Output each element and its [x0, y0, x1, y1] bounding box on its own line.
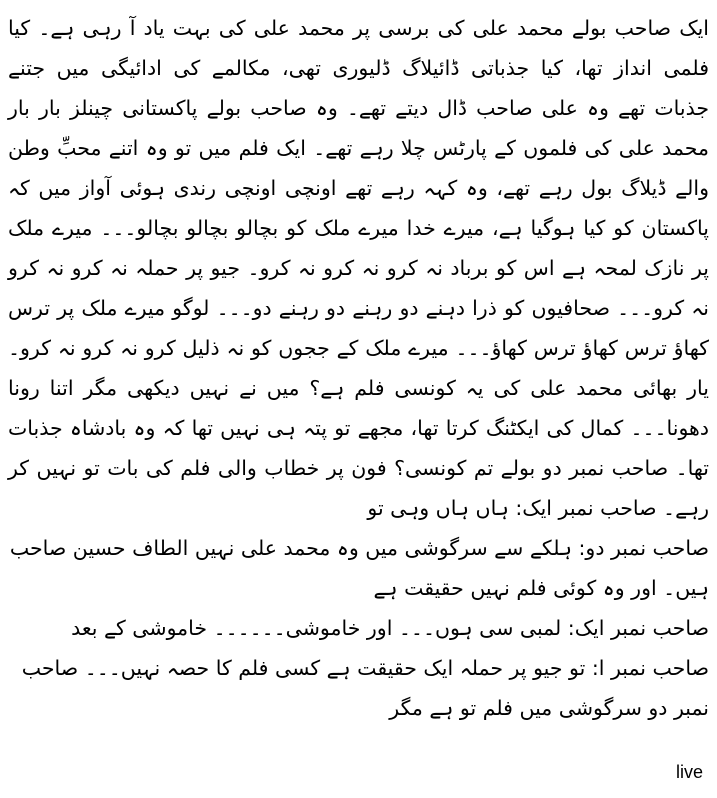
paragraph-speaker-two: صاحب نمبر دو: ہلکے سے سرگوشی میں وہ محمد علی نہیں الطاف حسین صاحب ہیں۔ اور وہ کوئی فلم نہیں حقیقت ہے: [9, 536, 709, 600]
article-body: [8, 8, 709, 728]
footer-live-text: live: [675, 762, 703, 782]
paragraph-main: ایک صاحب بولے محمد علی کی برسی پر محمد علی کی بہت یاد آ رہی ہے۔ کیا فلمی انداز تھا، کیا جذباتی ڈائیلاگ ڈلیوری تھی، مکالمے کی ادائیگی میں جتنے جذبات تھے وہ علی صاحب ڈال دیتے تھے۔ وہ صاحب بولے پاکستانی چینلز بار بار محمد علی کی فلموں کے پارٹس چلا رہے تھے۔ ایک فلم میں تو وہ اتنے محبِّ وطن والے ڈیلاگ بول رہے تھے، وہ کہہ رہے تھے اونچی اونچی رندی ہوئی آواز میں کہ پاکستان کو کیا ہوگیا ہے، میرے خدا میرے ملک کو بچالو بچالو بچالو۔۔۔ میرے ملک پر نازک لمحہ ہے اس کو برباد نہ کرو نہ کرو نہ کرو۔ جیو پر حملہ نہ کرو نہ کرو نہ کرو۔۔۔ صحافیوں کو ذرا دہنے دو رہنے دو رہنے دو۔۔۔ لوگو میرے ملک پر ترس کھاؤ ترس کھاؤ ترس کھاؤ۔۔۔ میرے ملک کے ججوں کو نہ ذلیل کرو نہ کرو نہ کرو۔ یار بھائی محمد علی کی یہ کونسی فلم ہے؟ میں نے نہیں دیکھی مگر اتنا رونا دھونا۔۔۔ کمال کی ایکٹنگ کرتا تھا، مجھے تو پتہ ہی نہیں تھا کہ وہ بادشاہ جذبات تھا۔ صاحب نمبر دو بولے تم کونسی؟ فون پر خطاب والی فلم کی بات تو نہیں کر رہے۔ صاحب نمبر ایک: ہاں ہاں وہی تو: [8, 16, 709, 520]
paragraph-speaker-one: صاحب نمبر ایک: لمبی سی ہوں۔۔۔ اور خاموشی۔۔۔۔۔۔ خاموشی کے بعد: [71, 616, 709, 640]
paragraph-closing: صاحب نمبر ا: تو جیو پر حملہ ایک حقیقت ہے کسی فلم کا حصہ نہیں۔۔۔ صاحب نمبر دو سرگوشی میں فلم تو ہے مگر: [21, 656, 709, 720]
